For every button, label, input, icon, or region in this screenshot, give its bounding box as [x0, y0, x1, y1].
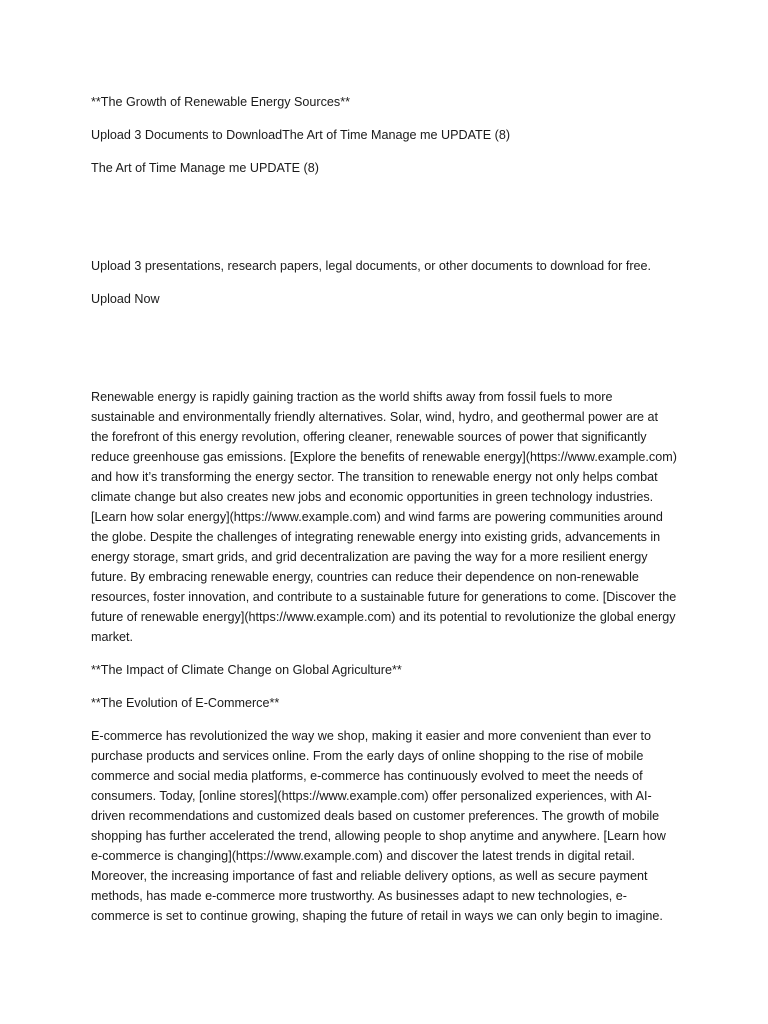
document-page [91, 92, 679, 926]
ecommerce-paragraph: E-commerce has revolutionized the way we shop, making it easier and more convenient than ever to purchase products and services online. From the early days of online shopping to the rise of mobile commerce and social media platforms, e-commerce has continuously evolved to meet the needs of consumers. Today, [online stores](https://www.example.com) offer personalized experiences, with AI-driven recommendations and customized deals based on customer preferences. The growth of mobile shopping has further accelerated the trend, allowing people to shop anytime and anywhere. [Learn how e-commerce is changing](https://www.example.com) and discover the latest trends in digital retail. Moreover, the increasing importance of fast and reliable delivery options, as well as secure payment methods, has made e-commerce more trustworthy. As businesses adapt to new technologies, e-commerce is set to continue growing, shaping the future of retail in ways we can only begin to imagine. [91, 729, 666, 923]
renewable-energy-paragraph: Renewable energy is rapidly gaining traction as the world shifts away from fossil fuels to more sustainable and environmentally friendly alternatives. Solar, wind, hydro, and geothermal power are at the forefront of this energy revolution, offering cleaner, renewable sources of power that significantly reduce greenhouse gas emissions. [Explore the benefits of renewable energy](https://www.example.com) and how it’s transforming the energy sector. The transition to renewable energy not only helps combat climate change but also creates new jobs and economic opportunities in green technology industries. [Learn how solar energy](https://www.example.com) and wind farms are powering communities around the globe. Despite the challenges of integrating renewable energy into existing grids, advancements in energy storage, smart grids, and grid decentralization are paving the way for a more resilient energy future. By embracing renewable energy, countries can reduce their dependence on non-renewable resources, foster innovation, and contribute to a sustainable future for generations to come. [Discover the future of renewable energy](https://www.example.com) and its potential to revolutionize the global energy market. [91, 390, 677, 644]
upload-now-link[interactable]: Upload Now [91, 292, 160, 306]
heading-ecommerce: **The Evolution of E-Commerce** [91, 696, 280, 710]
heading-renewable-energy: **The Growth of Renewable Energy Sources** [91, 95, 351, 109]
upload-description: Upload 3 presentations, research papers, legal documents, or other documents to download for free. [91, 259, 652, 273]
heading-climate-change: **The Impact of Climate Change on Global Agriculture** [91, 663, 402, 677]
upload-title-line: Upload 3 Documents to DownloadThe Art of Time Manage me UPDATE (8) [91, 128, 511, 142]
document-title-line: The Art of Time Manage me UPDATE (8) [91, 161, 319, 175]
